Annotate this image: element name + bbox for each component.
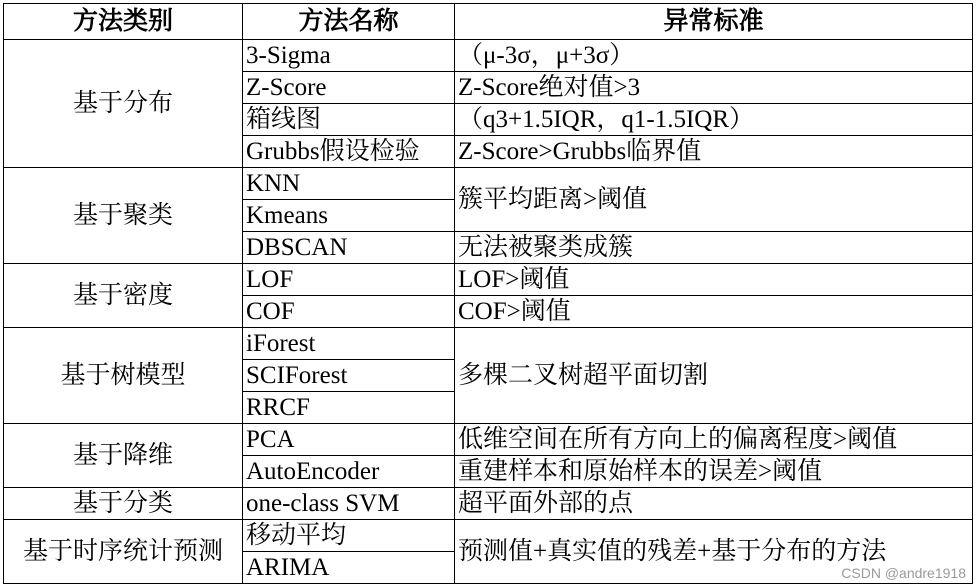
- header-category: 方法类别: [4, 4, 243, 40]
- category-cell: 基于分布: [4, 40, 243, 168]
- method-name-cell: one-class SVM: [243, 488, 455, 520]
- method-name-cell: Kmeans: [243, 200, 455, 232]
- category-cell: 基于聚类: [4, 168, 243, 264]
- category-cell: 基于密度: [4, 264, 243, 328]
- criterion-cell: （q3+1.5IQR，q1-1.5IQR）: [455, 104, 973, 136]
- criterion-cell: 无法被聚类成簇: [455, 232, 973, 264]
- method-name-cell: 移动平均: [243, 520, 455, 552]
- criterion-cell: 多棵二叉树超平面切割: [455, 328, 973, 424]
- method-name-cell: Grubbs假设检验: [243, 136, 455, 168]
- header-anomaly-criterion: 异常标准: [455, 4, 973, 40]
- watermark: CSDN @andre1918: [841, 565, 966, 581]
- method-name-cell: 3-Sigma: [243, 40, 455, 72]
- criterion-cell: 重建样本和原始样本的误差>阈值: [455, 456, 973, 488]
- header-method-name: 方法名称: [243, 4, 455, 40]
- criterion-cell: 超平面外部的点: [455, 488, 973, 520]
- criterion-cell: LOF>阈值: [455, 264, 973, 296]
- method-name-cell: PCA: [243, 424, 455, 456]
- method-name-cell: SCIForest: [243, 360, 455, 392]
- criterion-cell: 低维空间在所有方向上的偏离程度>阈值: [455, 424, 973, 456]
- category-cell: 基于降维: [4, 424, 243, 488]
- category-cell: 基于树模型: [4, 328, 243, 424]
- category-cell: 基于分类: [4, 488, 243, 520]
- method-name-cell: Z-Score: [243, 72, 455, 104]
- method-name-cell: iForest: [243, 328, 455, 360]
- method-name-cell: 箱线图: [243, 104, 455, 136]
- category-cell: 基于时序统计预测: [4, 520, 243, 584]
- method-name-cell: LOF: [243, 264, 455, 296]
- method-name-cell: COF: [243, 296, 455, 328]
- method-name-cell: ARIMA: [243, 552, 455, 584]
- anomaly-methods-table: [3, 3, 973, 584]
- criterion-cell: 簇平均距离>阈值: [455, 168, 973, 232]
- method-name-cell: KNN: [243, 168, 455, 200]
- criterion-cell: 预测值+真实值的残差+基于分布的方法: [455, 520, 973, 584]
- criterion-cell: Z-Score绝对值>3: [455, 72, 973, 104]
- method-name-cell: AutoEncoder: [243, 456, 455, 488]
- criterion-cell: （μ-3σ，μ+3σ）: [455, 40, 973, 72]
- criterion-cell: COF>阈值: [455, 296, 973, 328]
- method-name-cell: RRCF: [243, 392, 455, 424]
- criterion-cell: Z-Score>Grubbs临界值: [455, 136, 973, 168]
- method-name-cell: DBSCAN: [243, 232, 455, 264]
